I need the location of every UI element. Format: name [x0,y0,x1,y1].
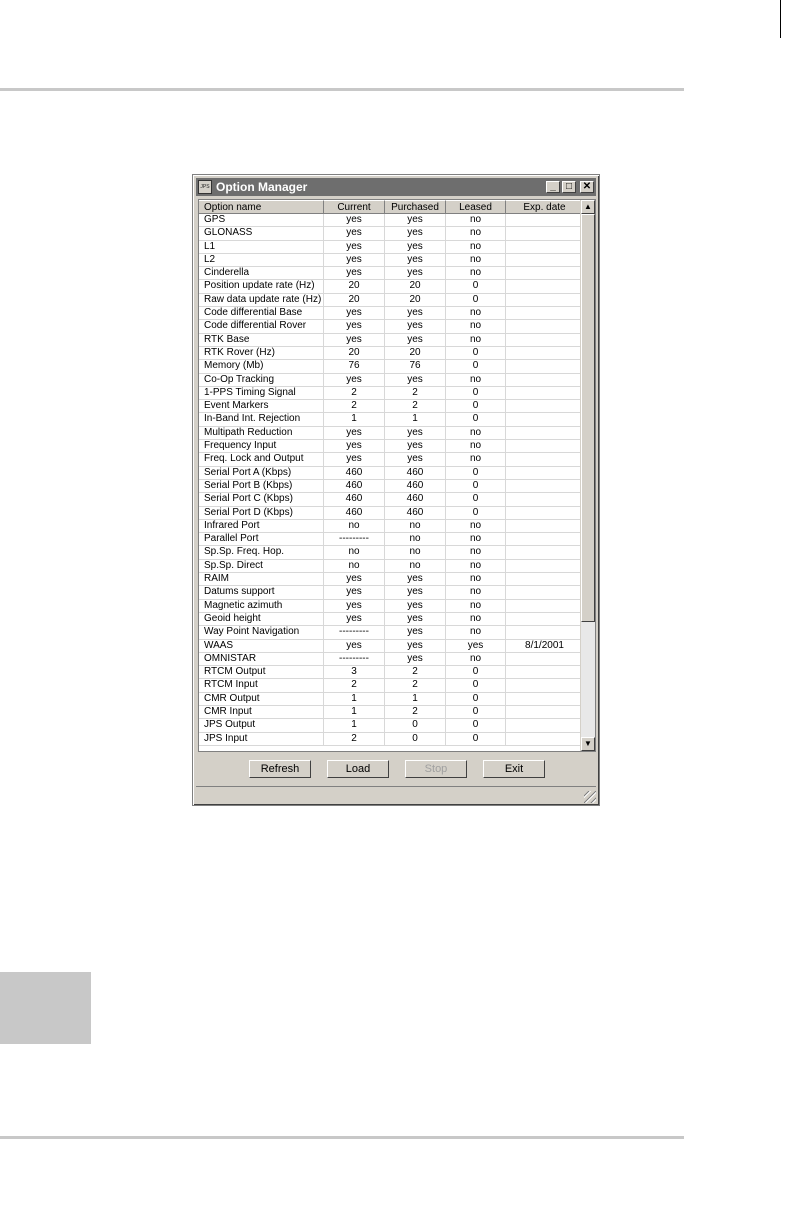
table-row[interactable] [199,493,584,506]
cell-purchased: yes [385,307,446,319]
cell-purchased: 20 [385,347,446,359]
table-row[interactable] [199,334,584,347]
scroll-up-button[interactable] [581,200,595,214]
cell-purchased: 2 [385,400,446,412]
table-row[interactable] [199,440,584,453]
list-rows [199,214,584,746]
cell-exp-date [506,387,584,399]
cell-leased: no [446,653,506,665]
cell-exp-date [506,733,584,745]
table-row[interactable] [199,507,584,520]
table-row[interactable] [199,241,584,254]
cell-leased: no [446,453,506,465]
table-row[interactable] [199,360,584,373]
cell-option-name: JPS Output [199,719,324,731]
cell-option-name: Raw data update rate (Hz) [199,294,324,306]
cell-current: yes [324,427,385,439]
cell-current: 1 [324,693,385,705]
table-row[interactable] [199,347,584,360]
cell-exp-date [506,400,584,412]
minimize-icon: _ [550,181,556,192]
cell-exp-date [506,413,584,425]
cell-current: yes [324,573,385,585]
cell-leased: no [446,586,506,598]
table-row[interactable] [199,320,584,333]
cell-exp-date [506,600,584,612]
cell-leased: 0 [446,693,506,705]
cell-leased: 0 [446,480,506,492]
table-row[interactable] [199,427,584,440]
cell-purchased: yes [385,600,446,612]
table-row[interactable] [199,733,584,746]
option-manager-window [192,174,600,806]
cell-purchased: 2 [385,679,446,691]
cell-current: 1 [324,719,385,731]
cell-current: yes [324,453,385,465]
cell-option-name: CMR Output [199,693,324,705]
table-row[interactable] [199,227,584,240]
cell-option-name: 1-PPS Timing Signal [199,387,324,399]
cell-current: 1 [324,706,385,718]
cell-current: --------- [324,626,385,638]
cell-exp-date [506,706,584,718]
cell-leased: 0 [446,679,506,691]
cell-current: 76 [324,360,385,372]
cell-leased: no [446,626,506,638]
cell-purchased: 0 [385,733,446,745]
window-title: Option Manager [216,180,308,194]
cell-leased: 0 [446,400,506,412]
cell-purchased: 20 [385,294,446,306]
table-row[interactable] [199,653,584,666]
table-row[interactable] [199,453,584,466]
cell-exp-date [506,719,584,731]
cell-purchased: yes [385,214,446,226]
cell-option-name: Co-Op Tracking [199,374,324,386]
table-row[interactable] [199,267,584,280]
arrow-up-icon: ▲ [584,202,592,211]
cell-purchased: 460 [385,467,446,479]
cell-leased: 0 [446,493,506,505]
cell-leased: no [446,573,506,585]
table-row[interactable] [199,307,584,320]
table-row[interactable] [199,546,584,559]
cell-exp-date [506,267,584,279]
cell-exp-date [506,560,584,572]
cell-exp-date [506,586,584,598]
cell-option-name: Geoid height [199,613,324,625]
table-row[interactable] [199,280,584,293]
cell-current: 2 [324,387,385,399]
cell-leased: 0 [446,413,506,425]
cell-exp-date [506,374,584,386]
table-row[interactable] [199,467,584,480]
table-row[interactable] [199,573,584,586]
cell-option-name: WAAS [199,640,324,652]
cell-exp-date: 8/1/2001 [506,640,584,652]
cell-current: 460 [324,467,385,479]
cell-option-name: Serial Port A (Kbps) [199,467,324,479]
column-header-purchased[interactable]: Purchased [385,200,446,214]
cell-current: yes [324,320,385,332]
table-row[interactable] [199,413,584,426]
table-row[interactable] [199,214,584,227]
cell-current: yes [324,307,385,319]
cell-option-name: Serial Port D (Kbps) [199,507,324,519]
close-button[interactable] [580,181,594,193]
cell-current: --------- [324,533,385,545]
status-bar [196,786,596,803]
cell-option-name: Event Markers [199,400,324,412]
cell-purchased: yes [385,626,446,638]
cell-option-name: L2 [199,254,324,266]
refresh-button[interactable]: Refresh [249,760,311,778]
cell-option-name: RAIM [199,573,324,585]
table-row[interactable] [199,387,584,400]
cell-purchased: 460 [385,480,446,492]
resize-grip-icon[interactable] [584,791,596,803]
cell-leased: 0 [446,666,506,678]
table-row[interactable] [199,719,584,732]
table-row[interactable] [199,400,584,413]
cell-purchased: yes [385,640,446,652]
cell-option-name: Memory (Mb) [199,360,324,372]
scroll-thumb[interactable] [581,214,595,622]
cell-option-name: Sp.Sp. Direct [199,560,324,572]
cell-exp-date [506,467,584,479]
cell-purchased: 2 [385,706,446,718]
cell-purchased: no [385,520,446,532]
cell-exp-date [506,320,584,332]
cell-option-name: Parallel Port [199,533,324,545]
cell-exp-date [506,347,584,359]
cell-leased: yes [446,640,506,652]
cell-option-name: RTCM Output [199,666,324,678]
cell-exp-date [506,653,584,665]
cell-current: yes [324,374,385,386]
column-header-current[interactable]: Current [324,200,385,214]
cell-purchased: yes [385,227,446,239]
table-row[interactable] [199,706,584,719]
cell-option-name: Code differential Base [199,307,324,319]
minimize-button[interactable] [546,181,560,193]
cell-purchased: 2 [385,666,446,678]
cell-option-name: RTCM Input [199,679,324,691]
cell-leased: no [446,560,506,572]
cell-exp-date [506,294,584,306]
cell-leased: 0 [446,347,506,359]
table-row[interactable] [199,294,584,307]
cell-leased: no [446,241,506,253]
table-row[interactable] [199,560,584,573]
cell-current: no [324,560,385,572]
cell-leased: no [446,334,506,346]
table-row[interactable] [199,640,584,653]
list-header [199,200,595,214]
cell-option-name: RTK Base [199,334,324,346]
table-row[interactable] [199,666,584,679]
cell-purchased: 76 [385,360,446,372]
table-row[interactable] [199,480,584,493]
cell-option-name: GLONASS [199,227,324,239]
cell-purchased: yes [385,427,446,439]
cell-exp-date [506,666,584,678]
table-row[interactable] [199,586,584,599]
maximize-button[interactable] [562,181,576,193]
maximize-icon: □ [565,181,573,192]
cell-exp-date [506,626,584,638]
cell-leased: 0 [446,733,506,745]
options-list[interactable] [198,199,596,752]
cell-leased: no [446,227,506,239]
cell-option-name: L1 [199,241,324,253]
table-row[interactable] [199,600,584,613]
cell-purchased: yes [385,254,446,266]
cell-leased: 0 [446,360,506,372]
cell-current: yes [324,613,385,625]
cell-current: yes [324,440,385,452]
cell-exp-date [506,334,584,346]
side-tab [0,972,91,1044]
cell-current: 1 [324,413,385,425]
cell-current: yes [324,227,385,239]
cell-current: 2 [324,400,385,412]
cell-option-name: Infrared Port [199,520,324,532]
top-rule [0,88,684,91]
cell-leased: 0 [446,387,506,399]
table-row[interactable] [199,626,584,639]
cell-purchased: 1 [385,693,446,705]
column-header-leased[interactable]: Leased [446,200,506,214]
cell-leased: no [446,374,506,386]
cell-purchased: yes [385,440,446,452]
cell-purchased: 460 [385,507,446,519]
cell-option-name: JPS Input [199,733,324,745]
cell-exp-date [506,480,584,492]
cell-option-name: CMR Input [199,706,324,718]
cell-option-name: Position update rate (Hz) [199,280,324,292]
cell-leased: 0 [446,294,506,306]
cell-current: no [324,520,385,532]
cell-purchased: yes [385,320,446,332]
cell-option-name: RTK Rover (Hz) [199,347,324,359]
cell-current: 460 [324,507,385,519]
cell-current: 20 [324,280,385,292]
cell-current: --------- [324,653,385,665]
cell-purchased: yes [385,334,446,346]
cell-current: yes [324,254,385,266]
cell-exp-date [506,573,584,585]
table-row[interactable] [199,374,584,387]
cell-exp-date [506,307,584,319]
cell-purchased: no [385,546,446,558]
cell-leased: no [446,440,506,452]
cell-exp-date [506,507,584,519]
cell-purchased: 2 [385,387,446,399]
cell-leased: no [446,613,506,625]
cell-option-name: Datums support [199,586,324,598]
cell-purchased: 460 [385,493,446,505]
cell-purchased: yes [385,241,446,253]
vertical-scrollbar[interactable] [580,200,595,751]
table-row[interactable] [199,254,584,267]
title-bar[interactable] [196,178,596,196]
cell-leased: no [446,254,506,266]
cell-exp-date [506,427,584,439]
cell-purchased: yes [385,267,446,279]
cell-leased: no [446,214,506,226]
cell-leased: no [446,320,506,332]
cell-leased: 0 [446,467,506,479]
cell-leased: 0 [446,507,506,519]
cell-exp-date [506,360,584,372]
cell-leased: no [446,546,506,558]
cell-exp-date [506,613,584,625]
cell-exp-date [506,520,584,532]
load-button[interactable]: Load [327,760,389,778]
cell-current: 460 [324,493,385,505]
cell-exp-date [506,679,584,691]
cell-current: 3 [324,666,385,678]
exit-button[interactable]: Exit [483,760,545,778]
cell-current: yes [324,214,385,226]
cell-exp-date [506,254,584,266]
column-header-exp-date[interactable]: Exp. date [506,200,584,214]
app-icon[interactable]: JPS [198,180,212,194]
cell-leased: 0 [446,719,506,731]
arrow-down-icon: ▼ [584,739,592,748]
bottom-rule [0,1136,684,1139]
cell-leased: 0 [446,706,506,718]
cell-option-name: Code differential Rover [199,320,324,332]
table-row[interactable] [199,533,584,546]
column-header-option-name[interactable]: Option name [199,200,324,214]
crop-mark [780,0,781,38]
cell-current: 460 [324,480,385,492]
cell-current: no [324,546,385,558]
cell-current: yes [324,267,385,279]
cell-purchased: no [385,533,446,545]
cell-option-name: GPS [199,214,324,226]
cell-option-name: Multipath Reduction [199,427,324,439]
cell-purchased: yes [385,613,446,625]
cell-purchased: yes [385,573,446,585]
cell-option-name: In-Band Int. Rejection [199,413,324,425]
cell-leased: 0 [446,280,506,292]
cell-leased: no [446,267,506,279]
cell-option-name: Way Point Navigation [199,626,324,638]
cell-purchased: 0 [385,719,446,731]
cell-leased: no [446,600,506,612]
stop-button[interactable]: Stop [405,760,467,778]
cell-current: yes [324,241,385,253]
cell-exp-date [506,241,584,253]
cell-leased: no [446,307,506,319]
cell-option-name: Serial Port B (Kbps) [199,480,324,492]
cell-current: 2 [324,733,385,745]
cell-current: 20 [324,347,385,359]
cell-option-name: Frequency Input [199,440,324,452]
cell-exp-date [506,533,584,545]
cell-exp-date [506,453,584,465]
cell-exp-date [506,214,584,226]
cell-exp-date [506,227,584,239]
cell-current: 2 [324,679,385,691]
scroll-down-button[interactable] [581,737,595,751]
cell-option-name: Cinderella [199,267,324,279]
cell-option-name: OMNISTAR [199,653,324,665]
table-row[interactable] [199,613,584,626]
cell-exp-date [506,280,584,292]
cell-purchased: yes [385,586,446,598]
cell-purchased: yes [385,453,446,465]
cell-purchased: yes [385,374,446,386]
cell-exp-date [506,546,584,558]
cell-option-name: Serial Port C (Kbps) [199,493,324,505]
cell-leased: no [446,427,506,439]
cell-current: yes [324,600,385,612]
cell-current: yes [324,640,385,652]
cell-purchased: 20 [385,280,446,292]
table-row[interactable] [199,693,584,706]
cell-exp-date [506,440,584,452]
cell-purchased: yes [385,653,446,665]
cell-exp-date [506,693,584,705]
cell-option-name: Magnetic azimuth [199,600,324,612]
cell-current: yes [324,334,385,346]
cell-leased: no [446,533,506,545]
cell-current: yes [324,586,385,598]
cell-purchased: no [385,560,446,572]
cell-purchased: 1 [385,413,446,425]
cell-option-name: Sp.Sp. Freq. Hop. [199,546,324,558]
table-row[interactable] [199,520,584,533]
cell-option-name: Freq. Lock and Output [199,453,324,465]
close-icon: ✕ [582,181,592,192]
table-row[interactable] [199,679,584,692]
cell-exp-date [506,493,584,505]
cell-current: 20 [324,294,385,306]
cell-leased: no [446,520,506,532]
